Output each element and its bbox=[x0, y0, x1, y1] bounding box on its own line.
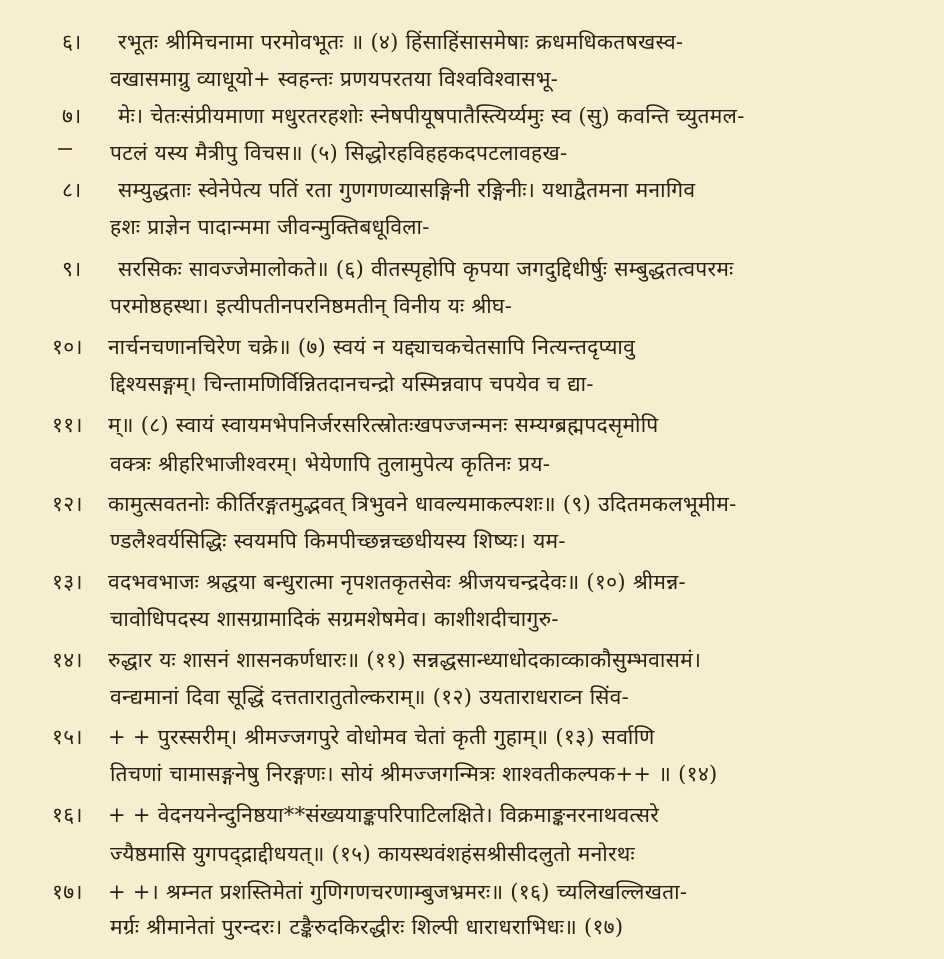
verse-text: मर्ग्रः श्रीमानेतां पुरन्दरः। टङ्कैरुदकिरद्धीरः शिल्पी धाराधराभिधः॥ (१७) bbox=[110, 915, 624, 939]
verse-line bbox=[52, 877, 912, 907]
verse-line bbox=[52, 567, 912, 597]
verse-text: वदभवभाजः श्रद्धया बन्धुरात्मा नृपशतकृतसेवः श्रीजयचन्द्रदेवः॥ (१०) श्रीमन्न- bbox=[108, 570, 686, 594]
verse-text: + + पुरस्सरीम्। श्रीमज्जगपुरे वोधोमव चेतां कृती गुहाम्॥ (१३) सर्वाणि bbox=[108, 725, 655, 749]
verse-line bbox=[52, 800, 912, 830]
verse-text: परमोष्ठहस्था। इत्यीपतीनपरनिष्ठमतीन् विनीय यः श्रीघ- bbox=[110, 294, 513, 318]
verse-line bbox=[110, 912, 870, 942]
verse-line bbox=[110, 449, 870, 479]
verse-text: सरसिकः सावज्जेमालोकते॥ (६) वीतस्पृहोपि कृपया जगदुद्दिधीर्षुः सम्बुद्धतत्वपरमः bbox=[118, 257, 734, 281]
verse-line bbox=[110, 369, 870, 399]
verse-number: १४। bbox=[52, 648, 83, 672]
verse-text: रभूतः श्रीमिचनामा परमोवभूतः ॥ (४) हिंसाहिंसासमेषाः क्रधमधिकतषखस्व- bbox=[118, 30, 684, 54]
verse-line bbox=[52, 645, 912, 675]
verse-text: सम्युद्धताः स्वेनेपेत्य पतिं रता गुणगणव्यासङ्गिनी रङ्गिनीः। यथाद्वैतमना मनागिव bbox=[118, 178, 696, 202]
margin-dash bbox=[58, 148, 72, 150]
verse-line bbox=[110, 759, 870, 789]
verse-number: १७। bbox=[52, 880, 83, 904]
verse-text: + +। श्रम्नत प्रशस्तिमेतां गुणिगणचरणाम्बुजभ्रमरः॥ (१६) च्यलिखल्लिखता- bbox=[108, 880, 688, 904]
verse-text: मेः। चेतःसंप्रीयमाणा मधुरतरहशोः स्नेषपीयूषपातैस्त्यिर्य्यमुः स्व (सु) कवन्ति च्युतमल- bbox=[118, 104, 745, 128]
verse-number: ८। bbox=[62, 178, 82, 202]
verse-number: १६। bbox=[52, 803, 83, 827]
verse-text: + + वेदनयनेन्दुनिष्ठया**संख्ययाङ्कपरिपाटिलक्षिते। विक्रमाङ्कनरनाथवत्सरे bbox=[108, 803, 660, 827]
verse-text: ण्डलैश्वर्यसिद्धिः स्वयमपि किमपीच्छन्नच्छधीयस्य शिष्यः। यम- bbox=[110, 529, 566, 553]
verse-line bbox=[110, 138, 870, 168]
verse-line bbox=[62, 27, 912, 57]
verse-line bbox=[62, 254, 912, 284]
verse-line bbox=[110, 291, 870, 321]
verse-number: ७। bbox=[62, 104, 82, 128]
verse-line bbox=[52, 722, 912, 752]
verse-line bbox=[110, 64, 870, 94]
verse-line bbox=[110, 839, 870, 869]
verse-number: ९। bbox=[62, 257, 82, 281]
verse-text: म्॥ (८) स्वायं स्वायमभेपनिर्जरसरित्स्रोतःखपज्जन्मनः सम्यग्ब्रह्मपदसृमोपि bbox=[108, 413, 659, 437]
verse-text: कामुत्सवतनोः कीर्तिरङ्गतमुद्भवत् त्रिभुवने धावल्यमाकल्पशः॥ (९) उदितमकलभूमीम- bbox=[108, 492, 737, 516]
verse-line bbox=[110, 604, 870, 634]
verse-text: चावोधिपदस्य शासग्रामादिकं सग्रमशेषमेव। काशीशदीचागुरु- bbox=[110, 607, 559, 631]
verse-text: द्दिश्यसङ्गम्। चिन्तामणिर्विन्नितदानचन्द्रो यस्मिन्नवाप चपयेव च द्या- bbox=[110, 372, 594, 396]
verse-number: १०। bbox=[52, 335, 83, 359]
verse-text: वखासमाग्रु व्याधूयो+ स्वहन्तः प्रणयपरतया विश्वविश्वासभू- bbox=[110, 67, 559, 91]
verse-line bbox=[62, 101, 912, 131]
verse-number: १२। bbox=[52, 492, 83, 516]
verse-text: तिचणां चामासङ्गनेषु निरङ्गणः। सोयं श्रीमज्जगन्मित्रः शाश्वतीकल्पक++ ॥ (१४) bbox=[110, 762, 718, 786]
verse-text: वक्त्रः श्रीहरिभाजीश्वरम्। भेयेणापि तुलामुपेत्य कृतिनः प्रय- bbox=[110, 452, 551, 476]
verse-line bbox=[62, 175, 912, 205]
verse-number: ११। bbox=[52, 413, 83, 437]
verse-text: पटलं यस्य मैत्रीपु विचस॥ (५) सिद्धोरहविहहकदपटलावहख- bbox=[110, 141, 568, 165]
verse-text: ज्यैष्ठमासि युगपद्द्राद्दीधयत्॥ (१५) कायस्थवंशहंसश्रीसीदलुतो मनोरथः bbox=[110, 842, 635, 866]
verse-line bbox=[52, 410, 912, 440]
verse-text: हशः प्राज्ञेन पादान्ममा जीवन्मुक्तिबधूविला- bbox=[110, 215, 430, 239]
verse-text: नार्चनचणानचिरेण चक्रे॥ (७) स्वयं न यद्द्याचकचेतसापि नित्यन्तदृप्यावु bbox=[108, 335, 636, 359]
verse-line bbox=[110, 526, 870, 556]
verse-text: रुद्धार यः शासनं शासनकर्णधारः॥ (११) सन्नद्धसान्ध्याधोदकाव्काकौसुम्भवासमं। bbox=[108, 648, 702, 672]
verse-line bbox=[52, 332, 912, 362]
verse-line bbox=[110, 212, 870, 242]
verse-number: ६। bbox=[62, 30, 82, 54]
verse-line bbox=[110, 682, 870, 712]
verse-number: १५। bbox=[52, 725, 83, 749]
verse-line bbox=[52, 489, 912, 519]
verse-number: १३। bbox=[52, 570, 83, 594]
verse-text: वन्द्यमानां दिवा सूद्धिं दत्ततारातुतोल्कराम्॥ (१२) उयताराधराव्न सिंव- bbox=[110, 685, 630, 709]
